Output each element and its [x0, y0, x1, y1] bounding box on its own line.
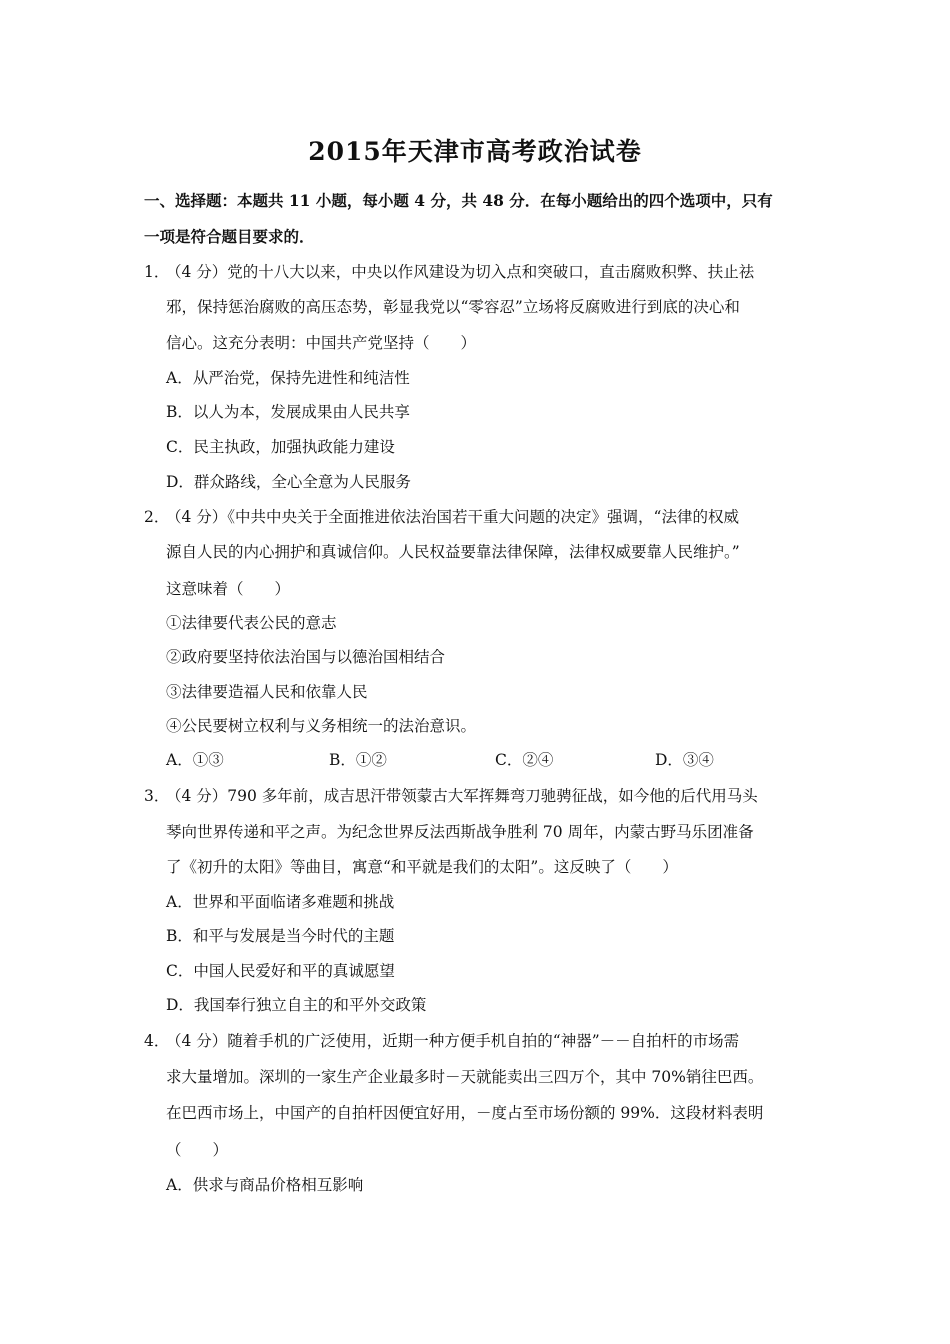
question-number: 1． [144, 263, 170, 281]
question-stem-line: 这意味着（ ） [166, 580, 291, 598]
option-b: B．①② [329, 751, 387, 769]
option-c: C．②④ [495, 751, 554, 769]
option-b: B．以人为本，发展成果由人民共享 [166, 403, 410, 421]
option-d: D．我国奉行独立自主的和平外交政策 [166, 996, 427, 1014]
statement-1: ①法律要代表公民的意志 [166, 614, 337, 632]
option-a: A．世界和平面临诸多难题和挑战 [166, 893, 395, 911]
section-instructions-line-1: 一、选择题：本题共 11 小题，每小题 4 分，共 48 分．在每小题给出的四个选项中，只有 [144, 191, 773, 210]
question-stem-line: （4 分）随着手机的广泛使用，近期一种方便手机自拍的“神器”－－自拍杆的市场需 [166, 1032, 740, 1050]
option-c: C．中国人民爱好和平的真诚愿望 [166, 962, 395, 980]
option-d: D．群众路线，全心全意为人民服务 [166, 473, 411, 491]
question-stem-line: 琴向世界传递和平之声。为纪念世界反法西斯战争胜利 70 周年，内蒙古野马乐团准备 [166, 823, 754, 841]
option-c: C．民主执政，加强执政能力建设 [166, 438, 395, 456]
option-a: A．①③ [166, 751, 224, 769]
page-title: 2015年天津市高考政治试卷 [308, 137, 642, 166]
option-a: A．从严治党，保持先进性和纯洁性 [166, 369, 410, 387]
statement-3: ③法律要造福人民和依靠人民 [166, 683, 368, 701]
question-stem-line: 源自人民的内心拥护和真诚信仰。人民权益要靠法律保障，法律权威要靠人民维护。” [166, 543, 740, 561]
option-b: B．和平与发展是当今时代的主题 [166, 927, 395, 945]
statement-2: ②政府要坚持依法治国与以德治国相结合 [166, 648, 446, 666]
question-stem-line: 了《初升的太阳》等曲目，寓意“和平就是我们的太阳”。这反映了（ ） [166, 858, 678, 876]
question-number: 4． [144, 1032, 170, 1050]
question-number: 3． [144, 787, 170, 805]
question-stem-line: 求大量增加。深圳的一家生产企业最多时－天就能卖出三四万个，其中 70%销往巴西。 [166, 1068, 764, 1086]
question-stem-line: （4 分）党的十八大以来，中央以作风建设为切入点和突破口，直击腐败积弊、扶止祛 [166, 263, 755, 281]
question-stem-line: 在巴西市场上，中国产的自拍杆因便宜好用，－度占至市场份额的 99%．这段材料表明 [166, 1104, 764, 1122]
question-stem-line: 信心。这充分表明：中国共产党坚持（ ） [166, 334, 477, 352]
section-instructions-line-2: 一项是符合题目要求的． [144, 227, 315, 246]
question-stem-line: （4 分）《中共中央关于全面推进依法治国若干重大问题的决定》强调，“法律的权威 [166, 508, 739, 526]
statement-4: ④公民要树立权利与义务相统一的法治意识。 [166, 717, 477, 735]
question-stem-line: （4 分）790 多年前，成吉思汗带领蒙古大军挥舞弯刀驰骋征战，如今他的后代用马头 [166, 787, 758, 805]
question-stem-line: 邪，保持惩治腐败的高压态势，彰显我党以“零容忍”立场将反腐败进行到底的决心和 [166, 298, 740, 316]
question-stem-line: （ ） [166, 1141, 229, 1159]
question-number: 2． [144, 508, 170, 526]
option-d: D．③④ [655, 751, 714, 769]
option-a: A．供求与商品价格相互影响 [166, 1176, 364, 1194]
